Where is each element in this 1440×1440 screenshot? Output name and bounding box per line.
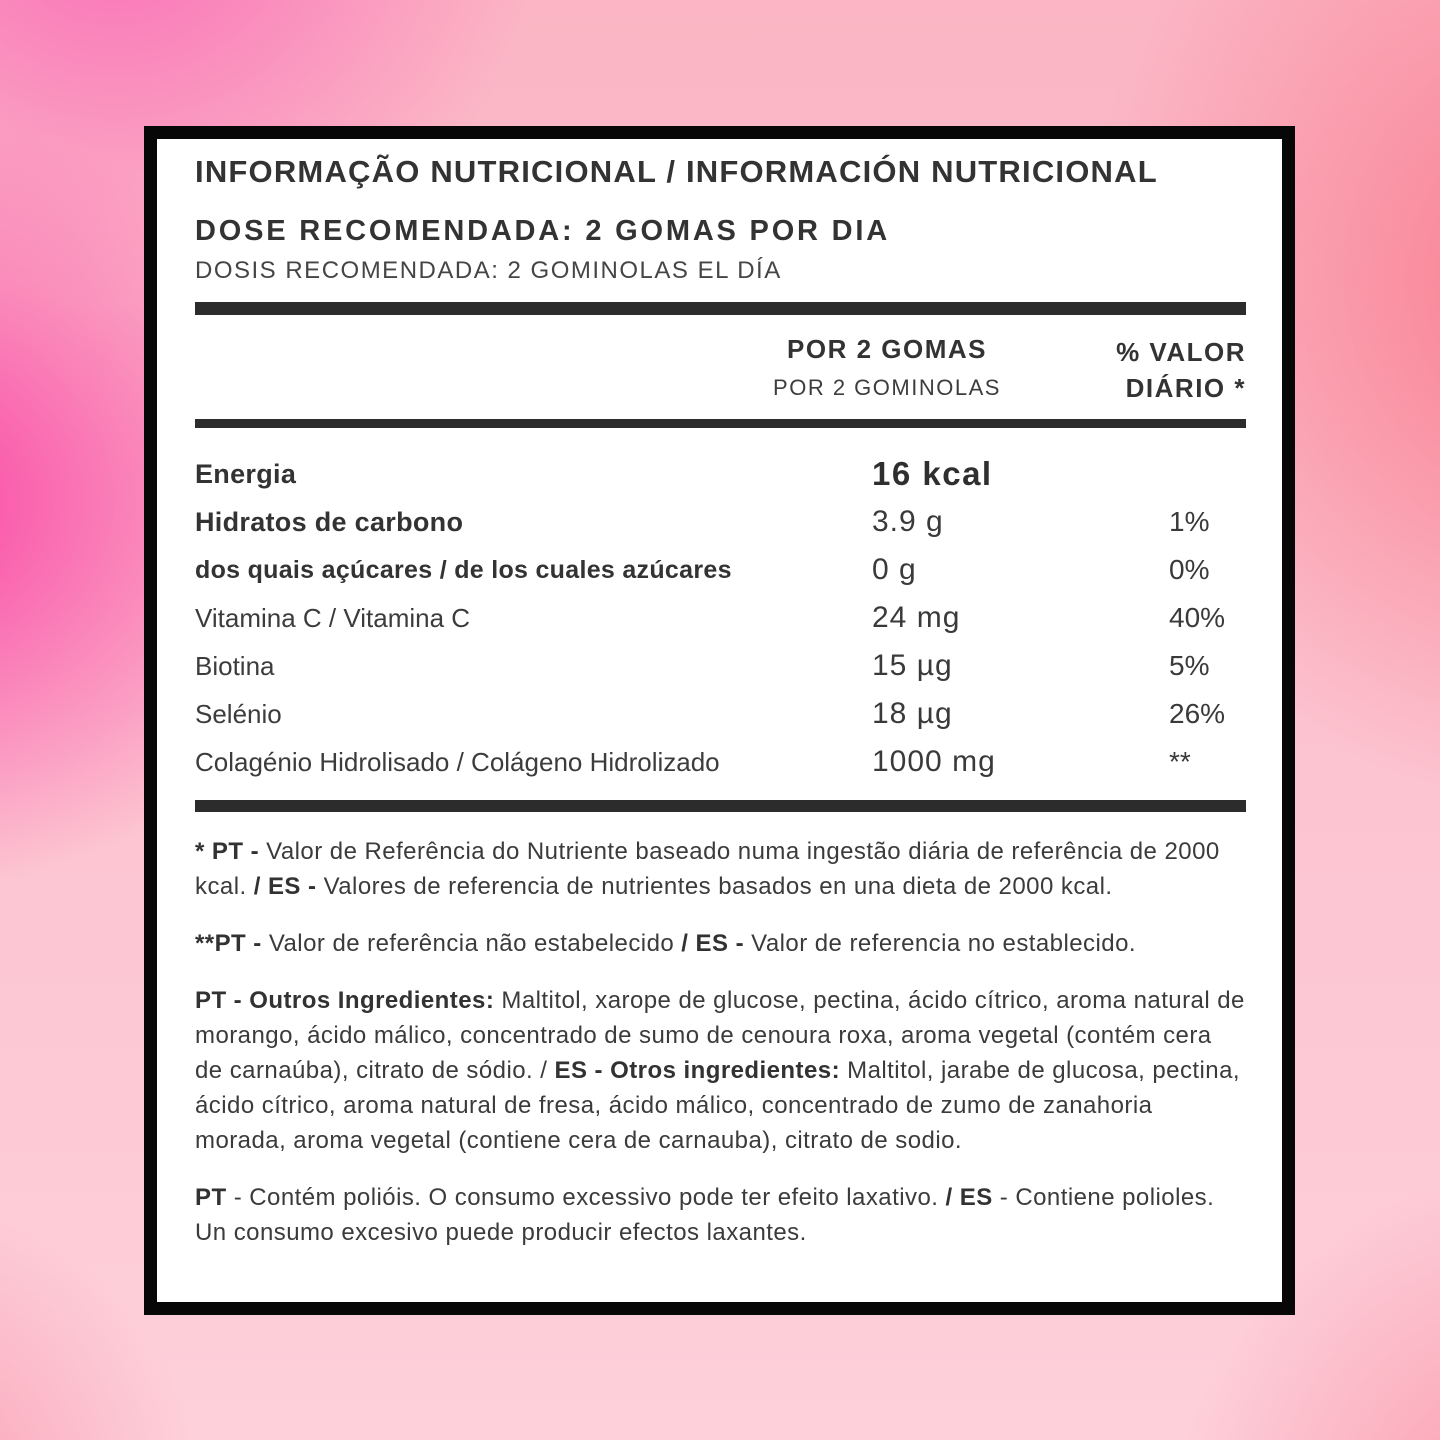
table-row xyxy=(195,642,1246,690)
column-header-daily-value-line2: DIÁRIO * xyxy=(1125,373,1246,403)
paragraph-polyols-warning: PT - Contém polióis. O consumo excessivo pode ter efeito laxativo. / ES - Contiene polioles. Un consumo excesivo puede producir efectos laxantes. xyxy=(195,1184,1215,1246)
nutrient-daily-value: 26% xyxy=(1169,698,1226,729)
nutrition-table xyxy=(195,450,1246,786)
page-title: INFORMAÇÃO NUTRICIONAL / INFORMACIÓN NUTRICIONAL xyxy=(195,154,1158,189)
nutrient-amount: 1000 mg xyxy=(872,745,996,778)
nutrient-name: Hidratos de carbono xyxy=(195,506,464,537)
nutrition-label-card xyxy=(144,126,1295,1315)
nutrient-name: dos quais açúcares / de los cuales azúcares xyxy=(195,555,732,584)
nutrient-amount: 0 g xyxy=(872,553,917,586)
nutrient-daily-value: ** xyxy=(1169,746,1191,777)
recommended-dose-pt: DOSE RECOMENDADA: 2 GOMAS POR DIA xyxy=(195,215,890,247)
nutrient-amount: 24 mg xyxy=(872,601,961,634)
column-header-daily-value xyxy=(1116,334,1246,406)
table-row xyxy=(195,690,1246,738)
table-row xyxy=(195,738,1246,786)
column-header-per-2-gummies-pt: POR 2 GOMAS xyxy=(787,334,987,364)
table-header xyxy=(195,315,1246,419)
table-row xyxy=(195,594,1246,642)
nutrient-name: Selénio xyxy=(195,698,282,729)
recommended-dose-es: DOSIS RECOMENDADA: 2 GOMINOLAS EL DÍA xyxy=(195,257,782,284)
table-row xyxy=(195,546,1246,594)
footnote-daily-reference-value: * PT - Valor de Referência do Nutriente baseado numa ingestão diária de referência de 2000 kcal. / ES - Valores de referencia de nutrientes basados en una dieta de 2000 kcal. xyxy=(195,838,1220,900)
table-row xyxy=(195,450,1246,498)
footnote-reference-not-established: **PT - Valor de referência não estabelecido / ES - Valor de referencia no establecido. xyxy=(195,930,1137,957)
divider-bottom xyxy=(195,800,1246,812)
nutrient-amount: 18 µg xyxy=(872,697,953,730)
nutrient-daily-value: 5% xyxy=(1169,650,1210,681)
column-header-per-2-gummies-es: POR 2 GOMINOLAS xyxy=(773,375,1001,400)
footnotes-section xyxy=(195,834,1246,1250)
nutrient-amount: 15 µg xyxy=(872,649,953,682)
nutrient-daily-value: 0% xyxy=(1169,554,1210,585)
nutrient-daily-value: 1% xyxy=(1169,506,1210,537)
nutrient-name: Colagénio Hidrolisado / Colágeno Hidrolizado xyxy=(195,746,720,777)
divider-header xyxy=(195,419,1246,428)
nutrient-amount: 16 kcal xyxy=(872,455,993,492)
nutrient-daily-value: 40% xyxy=(1169,602,1226,633)
nutrient-name: Vitamina C / Vitamina C xyxy=(195,602,471,633)
nutrient-name: Biotina xyxy=(195,650,275,681)
column-header-daily-value-line1: % VALOR xyxy=(1116,337,1246,367)
table-row xyxy=(195,498,1246,546)
paragraph-other-ingredients: PT - Outros Ingredientes: Maltitol, xarope de glucose, pectina, ácido cítrico, aroma natural de morango, ácido málico, concentrado de sumo de cenoura roxa, aroma vegetal (contém cera de carnaúba), citrato de sódio. / ES - Otros ingredientes: Maltitol, jarabe de glucosa, pectina, ácido cítrico, aroma natural de fresa, ácido málico, concentrado de zumo de zanahoria morada, aroma vegetal (contiene cera de carnauba), citrato de sodio. xyxy=(195,987,1245,1154)
nutrient-name: Energia xyxy=(195,458,297,489)
column-header-amount xyxy=(707,334,1067,401)
nutrient-amount: 3.9 g xyxy=(872,505,944,538)
divider-top xyxy=(195,302,1246,315)
